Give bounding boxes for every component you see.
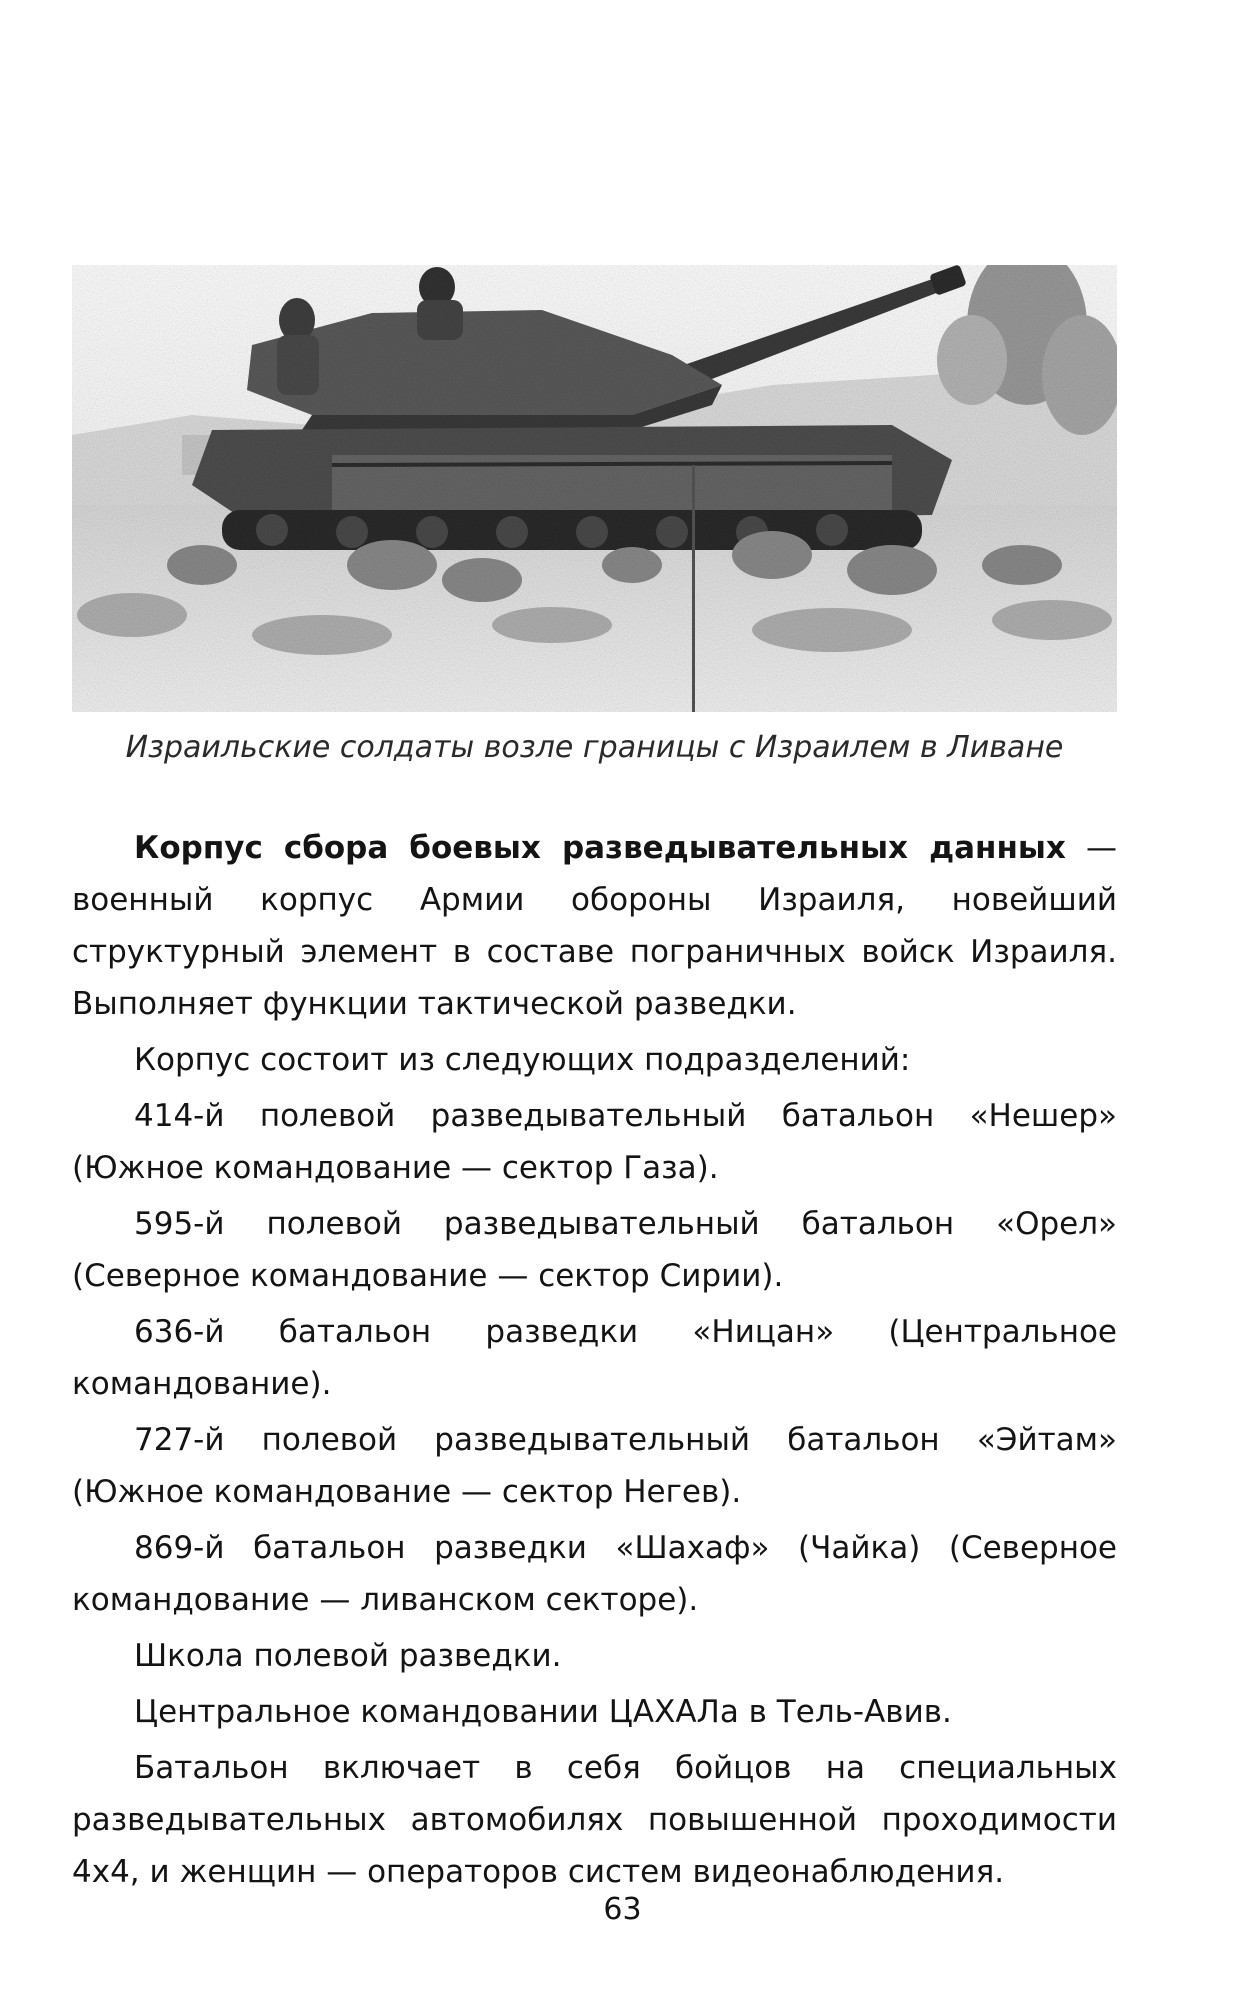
unit-item-869: 869-й батальон разведки «Шахаф» (Чайка) (Северное командование — ливанском секторе). bbox=[72, 1530, 1117, 1618]
figure-caption: Израильские солдаты возле границы с Израилем в Ливане bbox=[125, 730, 1064, 765]
school-item: Школа полевой разведки. bbox=[134, 1638, 562, 1674]
tank-photo bbox=[72, 265, 1117, 712]
unit-item-595: 595-й полевой разведывательный батальон «Орел» (Северное командование — сектор Сирии). bbox=[72, 1206, 1117, 1294]
unit-item-414: 414-й полевой разведывательный батальон «Нешер» (Южное командование — сектор Газа). bbox=[72, 1098, 1117, 1186]
article-body bbox=[72, 822, 1117, 1902]
definition-term: Корпус сбора боевых разведывательных данных bbox=[134, 830, 1066, 866]
page-number: 63 bbox=[603, 1892, 642, 1927]
battalion-paragraph: Батальон включает в себя бойцов на специальных разведывательных автомобилях повышенной проходимости 4х4, и женщин — операторов систем видеонаблюдения. bbox=[72, 1750, 1117, 1890]
unit-item-727: 727-й полевой разведывательный батальон «Эйтам» (Южное командование — сектор Негев). bbox=[72, 1422, 1117, 1510]
command-item: Центральное командовании ЦАХАЛа в Тель-Авив. bbox=[134, 1694, 952, 1730]
list-intro: Корпус состоит из следующих подразделений: bbox=[134, 1042, 911, 1078]
definition-paragraph bbox=[72, 822, 1117, 1030]
definition-text: — военный корпус Армии обороны Израиля, новейший структурный элемент в составе пограничных войск Израиля. Выполняет функции тактической разведки. bbox=[72, 830, 1117, 1022]
tank-photo-graphic bbox=[72, 265, 1117, 712]
unit-item-636: 636-й батальон разведки «Ницан» (Центральное командование). bbox=[72, 1314, 1117, 1402]
